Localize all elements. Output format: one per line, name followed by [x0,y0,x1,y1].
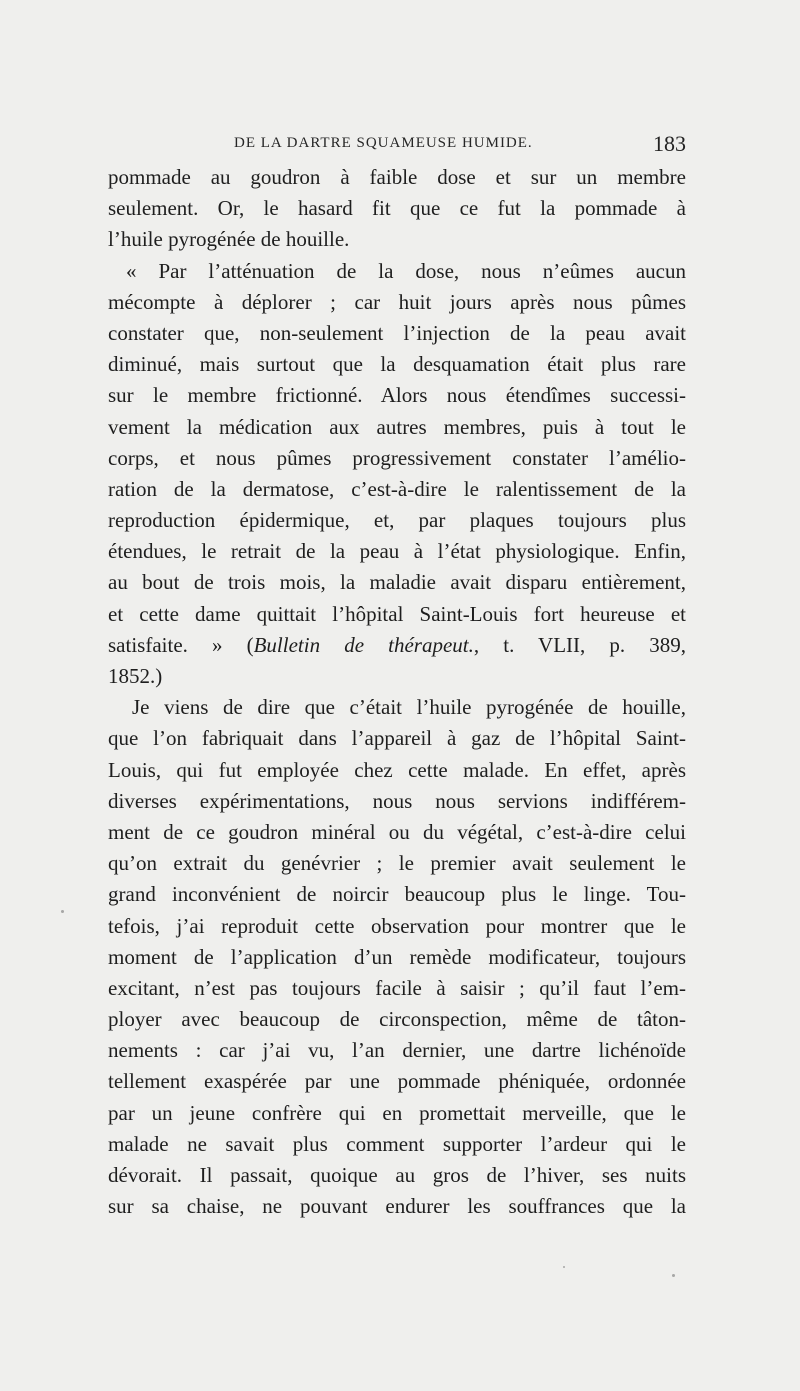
body-text [108,162,686,1222]
paper-speck [563,1266,565,1268]
citation-open: ( [246,632,254,657]
text-line: ment de ce goudron minéral ou du végétal, c’est-à-dire celui [108,819,686,844]
text-line: sur le membre frictionné. Alors nous étendîmes successi- [108,383,686,408]
running-title: DE LA DARTRE SQUAMEUSE HUMIDE. [234,135,533,151]
text-line: « Par l’atténuation de la dose, nous n’eûmes aucun [126,258,686,283]
paper-speck [61,910,64,913]
text-line: que l’on fabriquait dans l’appareil à gaz de l’hôpital Saint- [108,726,686,751]
text-line: reproduction épidermique, et, par plaques toujours plus [108,508,686,533]
text-line: par un jeune confrère qui en promettait merveille, que le [108,1100,686,1125]
text-line: Louis, qui fut employée chez cette malade. En effet, après [108,757,686,782]
text-line: au bout de trois mois, la maladie avait disparu entièrement, [108,570,686,595]
text-line: Je viens de dire que c’était l’huile pyrogénée de houille, [132,695,686,720]
text-line: qu’on extrait du genévrier ; le premier avait seulement le [108,851,686,876]
text-line: étendues, le retrait de la peau à l’état physiologique. Enfin, [108,539,686,564]
text-line: tefois, j’ai reproduit cette observation pour montrer que le [108,913,686,938]
text-line: pommade au goudron à faible dose et sur un membre [108,165,686,189]
citation-lead: satisfaite. » [108,632,247,657]
text-line: moment de l’application d’un remède modificateur, toujours [108,944,686,969]
text-line: diverses expérimentations, nous nous servions indifférem- [108,788,686,813]
text-line: sur sa chaise, ne pouvant endurer les souffrances que la [108,1194,686,1219]
text-line: excitant, n’est pas toujours facile à saisir ; qu’il faut l’em- [108,975,686,1000]
text-line: corps, et nous pûmes progressivement constater l’amélio- [108,445,686,470]
text-line: seulement. Or, le hasard fit que ce fut la pommade à [108,196,686,221]
text-line: ration de la dermatose, c’est-à-dire le ralentissement de la [108,476,686,501]
citation-title: Bulletin de thérapeut. [253,632,474,657]
page-number: 183 [653,131,686,156]
text-line: et cette dame quittait l’hôpital Saint-Louis fort heureuse et [108,601,686,626]
citation-line [108,630,686,661]
text-line: ployer avec beaucoup de circonspection, même de tâton- [108,1007,686,1032]
text-line: constater que, non-seulement l’injection de la peau avait [108,320,686,345]
text-line: dévorait. Il passait, quoique au gros de l’hiver, ses nuits [108,1163,686,1187]
page-header [108,131,686,159]
text-line: l’huile pyrogénée de houille. [108,227,350,252]
text-line: diminué, mais surtout que la desquamation était plus rare [108,352,686,377]
text-line: grand inconvénient de noircir beaucoup plus le linge. Tou- [108,882,686,907]
text-line: nements : car j’ai vu, l’an dernier, une dartre lichénoïde [108,1038,686,1063]
text-line: 1852.) [108,664,163,688]
text-line: tellement exaspérée par une pommade phéniquée, ordonnée [108,1069,686,1094]
text-line: vement la médication aux autres membres, puis à tout le [108,414,686,439]
text-line: mécompte à déplorer ; car huit jours après nous pûmes [108,289,686,314]
text-line: malade ne savait plus comment supporter l’ardeur qui le [108,1131,686,1156]
paper-speck [672,1274,675,1277]
citation-rest: , t. VLII, p. 389, [473,632,686,657]
